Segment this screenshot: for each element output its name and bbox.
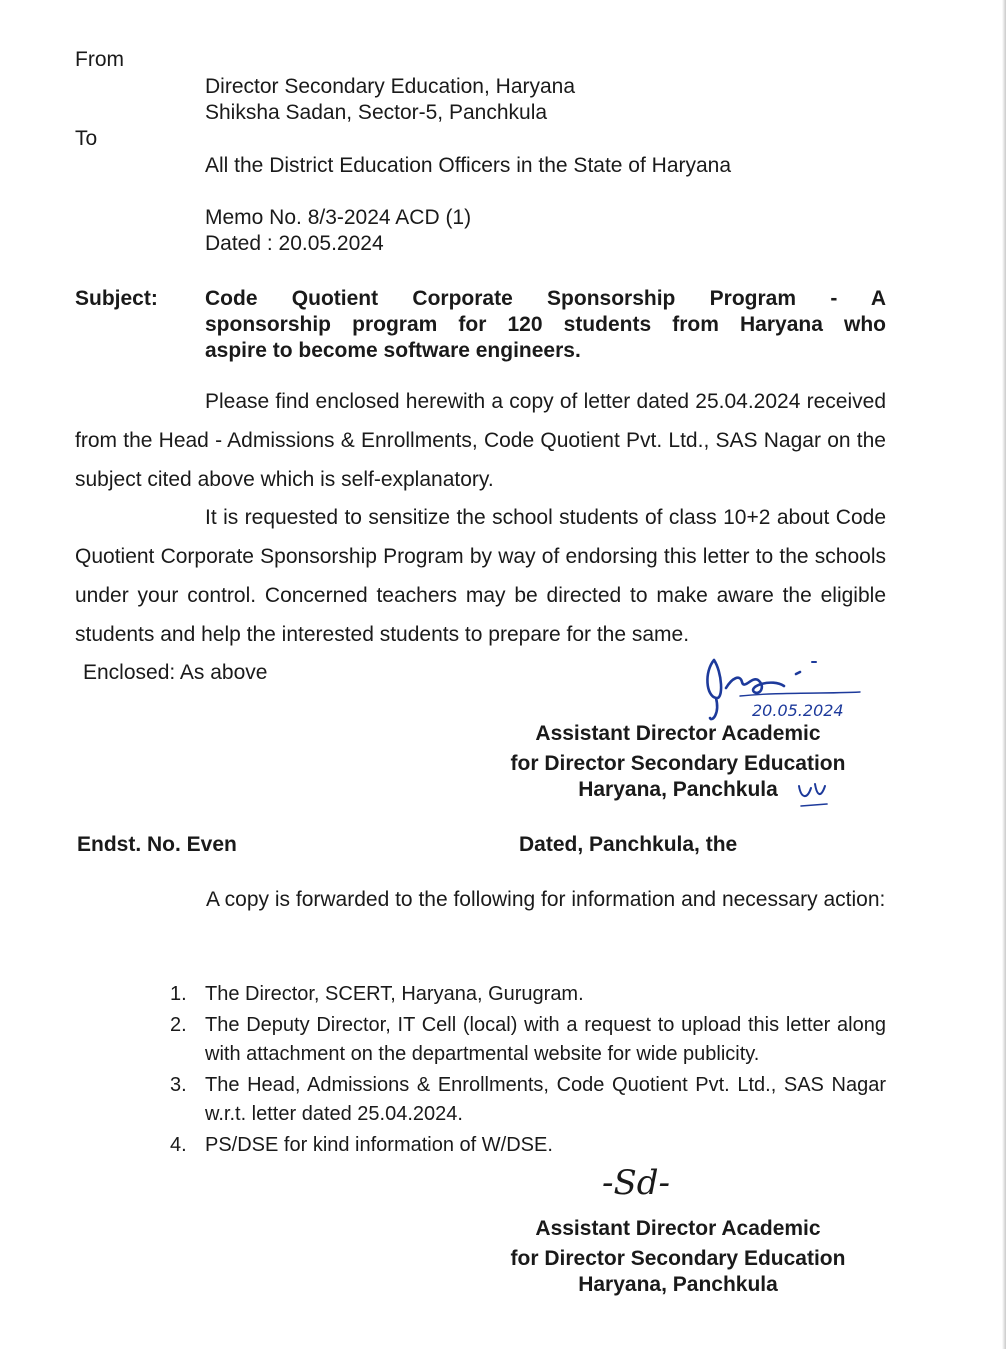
distribution-list bbox=[170, 980, 886, 1162]
initials-mark bbox=[795, 778, 831, 812]
signatory-2-title: Assistant Director Academic bbox=[535, 1217, 821, 1240]
from-label: From bbox=[75, 48, 124, 71]
list-item-text: The Director, SCERT, Haryana, Gurugram. bbox=[205, 983, 584, 1005]
subject-line3: aspire to become software engineers. bbox=[205, 339, 581, 362]
endorsement-dated: Dated, Panchkula, the bbox=[519, 833, 738, 856]
subject-text bbox=[205, 286, 886, 364]
body-paragraph-1 bbox=[75, 382, 886, 499]
list-item bbox=[170, 1071, 886, 1129]
from-address-line1: Director Secondary Education, Haryana bbox=[205, 75, 576, 98]
endorsement-number: Endst. No. Even bbox=[77, 833, 237, 856]
body-paragraph-2 bbox=[75, 498, 886, 654]
forward-paragraph bbox=[76, 884, 887, 915]
memo-date: Dated : 20.05.2024 bbox=[205, 232, 384, 255]
to-label: To bbox=[75, 127, 98, 150]
from-address-line2: Shiksha Sadan, Sector-5, Panchkula bbox=[205, 101, 548, 124]
signatory-2-for: for Director Secondary Education bbox=[510, 1247, 846, 1270]
list-item-number: 4. bbox=[170, 1134, 187, 1156]
list-item-text: PS/DSE for kind information of W/DSE. bbox=[205, 1134, 553, 1156]
list-item-text: The Head, Admissions & Enrollments, Code Quotient Pvt. Ltd., SAS Nagar w.r.t. letter dated 25.04.2024. bbox=[205, 1074, 886, 1125]
sd-signature-mark bbox=[598, 1158, 718, 1206]
list-item-text: The Deputy Director, IT Cell (local) with a request to upload this letter along with attachment on the departmental website for wide publicity. bbox=[205, 1014, 886, 1065]
list-item bbox=[170, 1131, 886, 1160]
sd-text: -Sd- bbox=[602, 1163, 671, 1203]
paragraph-1-text: Please find enclosed herewith a copy of letter dated 25.04.2024 received from the Head - Admissions & Enrollments, Code Quotient Pvt. Ltd., SAS Nagar on the subject cited above which is self-explanatory. bbox=[75, 390, 886, 491]
signatory-2-place: Haryana, Panchkula bbox=[578, 1273, 778, 1296]
list-item bbox=[170, 1011, 886, 1069]
paragraph-2-text: It is requested to sensitize the school students of class 10+2 about Code Quotient Corporate Sponsorship Program by way of endorsing this letter to the schools under your control. Concerned teachers may be directed to make aware the eligible students and help the interested students to prepare for the same. bbox=[75, 506, 886, 646]
signatory-1-for: for Director Secondary Education bbox=[510, 752, 846, 775]
signatory-1-title: Assistant Director Academic bbox=[535, 722, 821, 745]
to-address: All the District Education Officers in the State of Haryana bbox=[205, 154, 732, 177]
subject-label: Subject: bbox=[75, 287, 158, 310]
handwritten-date: 20.05.2024 bbox=[752, 701, 844, 720]
enclosure-note: Enclosed: As above bbox=[83, 661, 268, 684]
list-item-number: 1. bbox=[170, 983, 187, 1005]
list-item-number: 3. bbox=[170, 1074, 187, 1096]
page-edge-shadow bbox=[1002, 0, 1006, 1349]
list-item bbox=[170, 980, 886, 1009]
handwritten-signature-1 bbox=[700, 652, 880, 724]
memo-number: Memo No. 8/3-2024 ACD (1) bbox=[205, 206, 472, 229]
forward-text: A copy is forwarded to the following for information and necessary action: bbox=[206, 888, 886, 911]
list-item-number: 2. bbox=[170, 1014, 187, 1036]
subject-line1: Code Quotient Corporate Sponsorship Program - A bbox=[205, 287, 886, 310]
signatory-1-place: Haryana, Panchkula bbox=[578, 778, 778, 801]
subject-line2: sponsorship program for 120 students from Haryana who bbox=[205, 313, 886, 336]
